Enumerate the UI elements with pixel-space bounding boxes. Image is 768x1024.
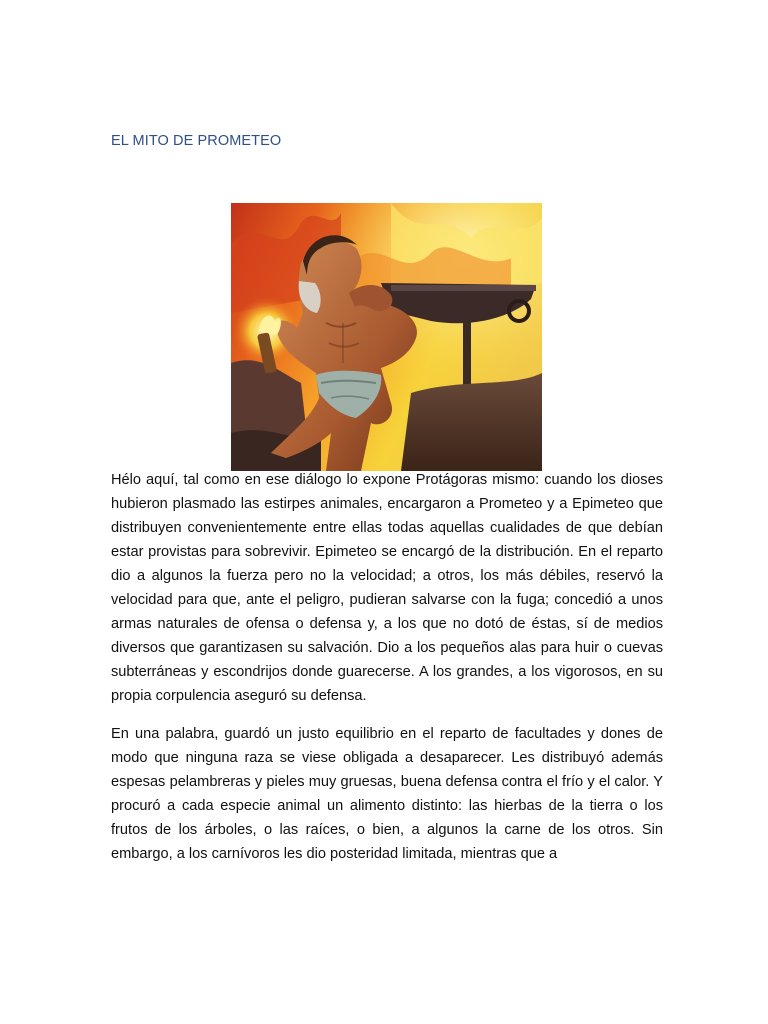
document-title: EL MITO DE PROMETEO xyxy=(111,133,282,149)
prometheus-illustration xyxy=(231,203,542,471)
paragraph: Hélo aquí, tal como en ese diálogo lo expone Protágoras mismo: cuando los dioses hubieron plasmado las estirpes animales, encargaron a Prometeo y a Epimeteo que distribuyen convenientemente entre ellas todas aquellas cualidades de que debían estar provistas para sobrevivir. Epimeteo se encargó de la distribución. En el reparto dio a algunos la fuerza pero no la velocidad; a otros, los más débiles, reservó la velocidad para que, ante el peligro, pudieran salvarse con la fuga; concedió a unos armas naturales de ofensa o defensa y, a los que no dotó de éstas, sí de medios diversos que garantizasen su salvación. Dio a los pequeños alas para huir o cuevas subterráneas y escondrijos donde guarecerse. A los grandes, a los vigorosos, en su propia corpulencia aseguró su defensa. xyxy=(111,472,663,704)
paragraph: En una palabra, guardó un justo equilibrio en el reparto de facultades y dones de modo que ninguna raza se viese obligada a desaparecer. Les distribuyó además espesas pelambreras y pieles muy gruesas, buena defensa contra el frío y el calor. Y procuró a cada especie animal un alimento distinto: las hierbas de la tierra o los frutos de los árboles, o las raíces, o bien, a algunos la carne de los otros. Sin embargo, a los carnívoros les dio posteridad limitada, mientras que a xyxy=(111,726,663,862)
document-body xyxy=(111,468,663,880)
